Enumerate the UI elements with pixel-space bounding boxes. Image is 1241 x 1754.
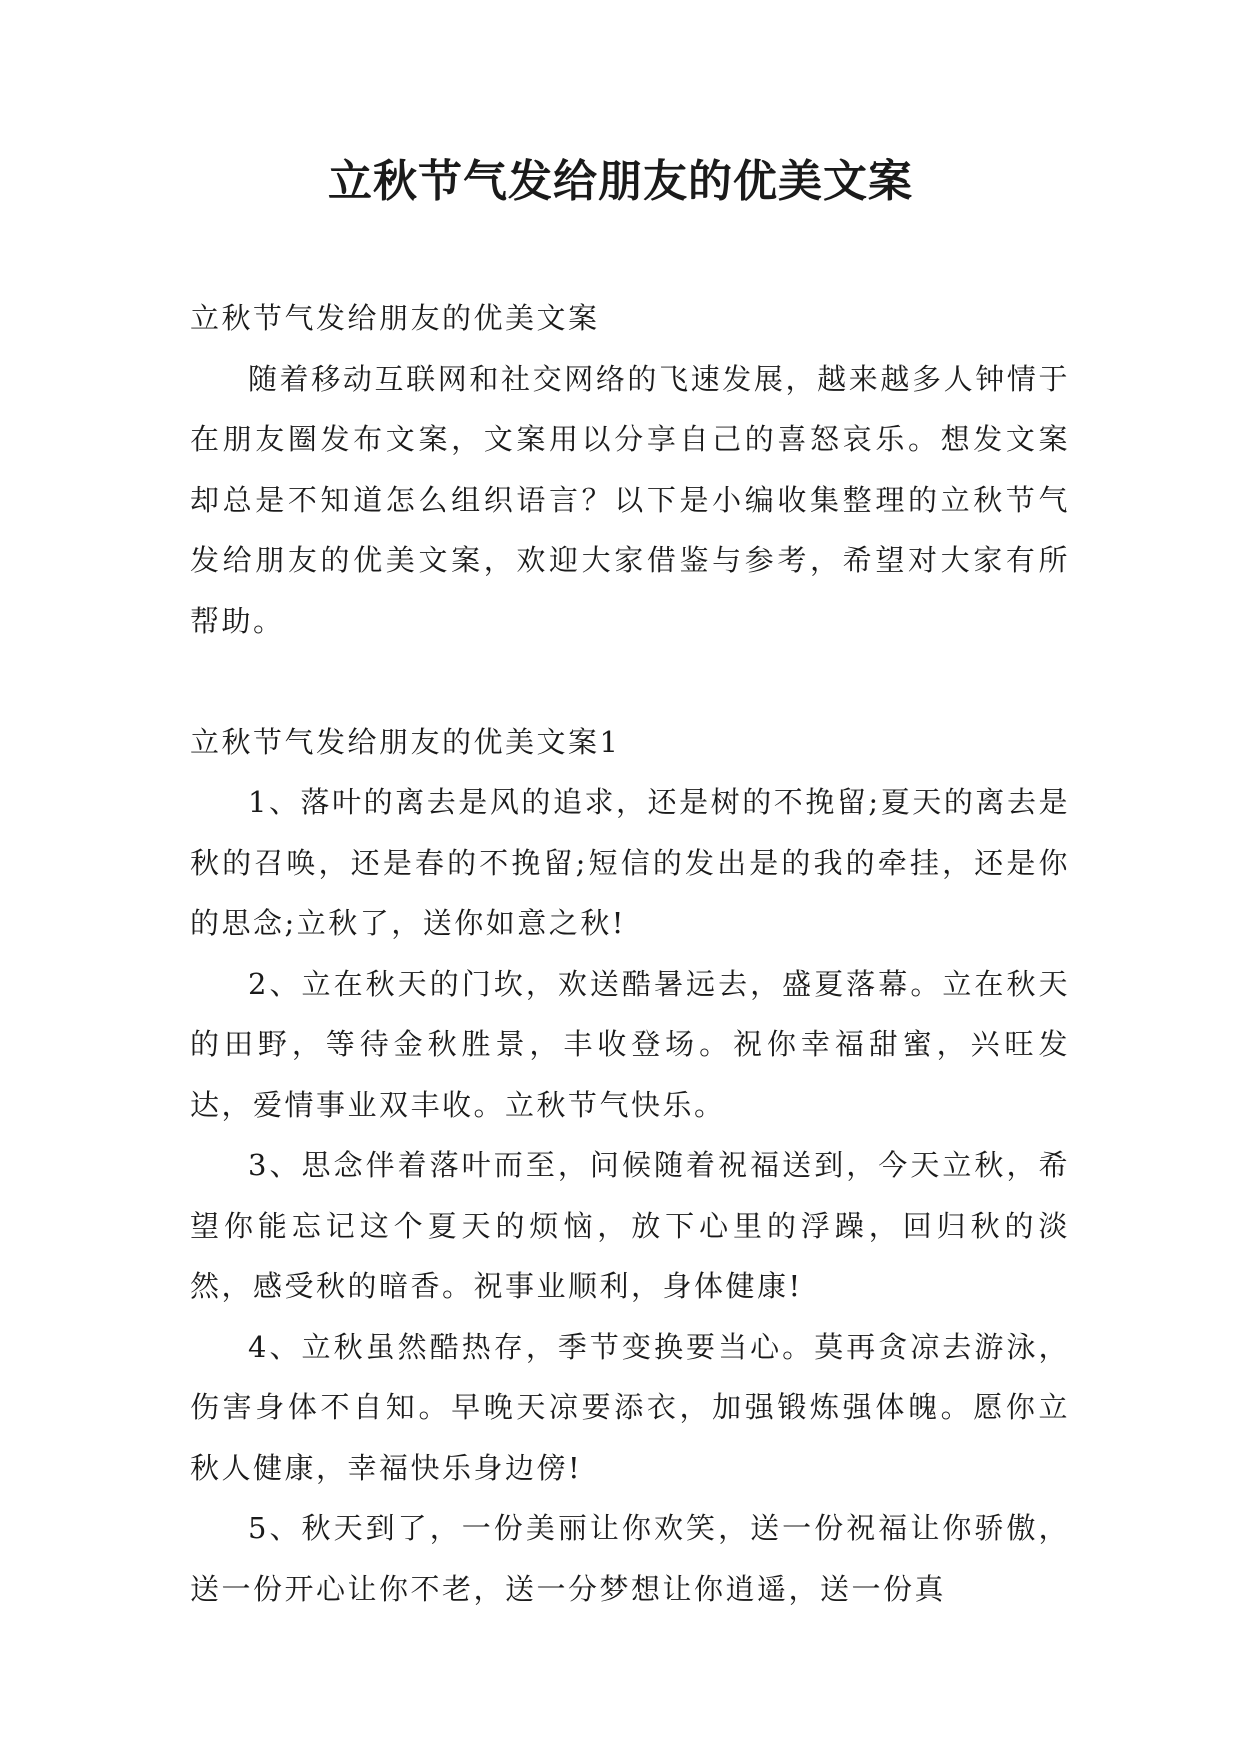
list-item: 5、秋天到了，一份美丽让你欢笑，送一份祝福让你骄傲，送一份开心让你不老，送一分梦想让你逍遥，送一份真 [190, 1511, 1070, 1606]
list-item: 1、落叶的离去是风的追求，还是树的不挽留;夏天的离去是秋的召唤，还是春的不挽留;短信的发出是的我的牵挂，还是你的思念;立秋了，送你如意之秋! [190, 785, 1070, 940]
list-item: 3、思念伴着落叶而至，问候随着祝福送到，今天立秋，希望你能忘记这个夏天的烦恼，放下心里的浮躁，回归秋的淡然，感受秋的暗香。祝事业顺利，身体健康! [190, 1148, 1070, 1303]
section-heading: 立秋节气发给朋友的优美文案1 [190, 724, 621, 759]
paragraph-spacer [190, 651, 1070, 712]
list-item: 4、立秋虽然酷热存，季节变换要当心。莫再贪凉去游泳，伤害身体不自知。早晚天凉要添衣，加强锻炼强体魄。愿你立秋人健康，幸福快乐身边傍! [190, 1329, 1070, 1485]
document-subtitle: 立秋节气发给朋友的优美文案 [190, 301, 600, 335]
document-title: 立秋节气发给朋友的优美文案 [328, 156, 913, 207]
document-body [190, 288, 1070, 1619]
list-item: 2、立在秋天的门坎，欢送酷暑远去，盛夏落幕。立在秋天的田野，等待金秋胜景，丰收登场。祝你幸福甜蜜，兴旺发达，爱情事业双丰收。立秋节气快乐。 [190, 966, 1070, 1122]
intro-paragraph: 随着移动互联网和社交网络的飞速发展，越来越多人钟情于在朋友圈发布文案，文案用以分享自己的喜怒哀乐。想发文案却总是不知道怎么组织语言？以下是小编收集整理的立秋节气发给朋友的优美文案，欢迎大家借鉴与参考，希望对大家有所帮助。 [190, 361, 1070, 638]
